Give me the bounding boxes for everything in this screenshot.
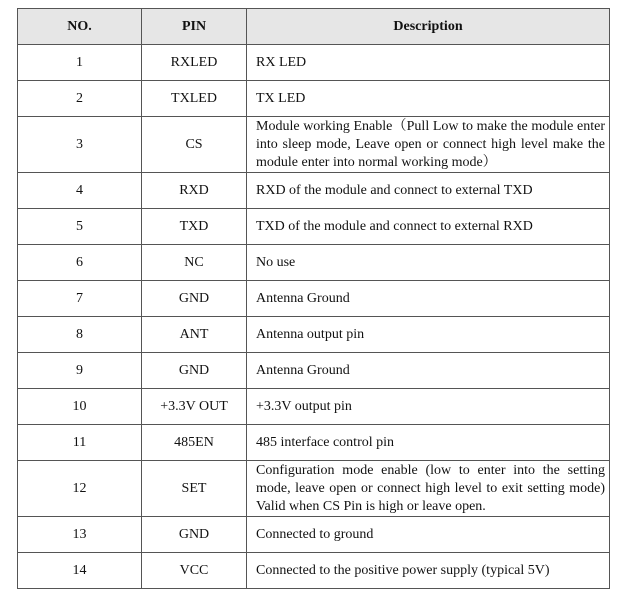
cell-description: Module working Enable（Pull Low to make the module enter into sleep mode, Leave open or connect high level make the module enter into normal working mode） xyxy=(247,117,610,173)
cell-description: TXD of the module and connect to external RXD xyxy=(247,209,610,245)
table-row xyxy=(18,353,610,389)
cell-pin: RXLED xyxy=(142,45,247,81)
table-row xyxy=(18,45,610,81)
cell-pin: RXD xyxy=(142,173,247,209)
pin-definition-table-container xyxy=(17,8,609,589)
cell-no: 9 xyxy=(18,353,142,389)
cell-description: 485 interface control pin xyxy=(247,425,610,461)
table-row xyxy=(18,389,610,425)
table-row xyxy=(18,117,610,173)
cell-no: 5 xyxy=(18,209,142,245)
cell-pin: TXLED xyxy=(142,81,247,117)
cell-no: 8 xyxy=(18,317,142,353)
cell-description: TX LED xyxy=(247,81,610,117)
cell-pin: GND xyxy=(142,281,247,317)
table-row xyxy=(18,173,610,209)
table-row xyxy=(18,281,610,317)
table-row xyxy=(18,553,610,589)
cell-description: RX LED xyxy=(247,45,610,81)
cell-no: 12 xyxy=(18,461,142,517)
cell-no: 13 xyxy=(18,517,142,553)
cell-no: 11 xyxy=(18,425,142,461)
cell-description: Antenna Ground xyxy=(247,353,610,389)
table-row xyxy=(18,81,610,117)
cell-pin: ANT xyxy=(142,317,247,353)
table-row xyxy=(18,209,610,245)
cell-pin: TXD xyxy=(142,209,247,245)
pin-definition-table xyxy=(17,8,610,589)
cell-pin: CS xyxy=(142,117,247,173)
header-pin: PIN xyxy=(142,9,247,45)
cell-description: Connected to the positive power supply (typical 5V) xyxy=(247,553,610,589)
cell-no: 14 xyxy=(18,553,142,589)
table-row xyxy=(18,245,610,281)
cell-pin: GND xyxy=(142,353,247,389)
cell-no: 2 xyxy=(18,81,142,117)
cell-description: Antenna Ground xyxy=(247,281,610,317)
cell-pin: VCC xyxy=(142,553,247,589)
cell-no: 3 xyxy=(18,117,142,173)
cell-no: 1 xyxy=(18,45,142,81)
cell-description: Configuration mode enable (low to enter into the setting mode, leave open or connect high level to exit setting mode) Valid when CS Pin is high or leave open. xyxy=(247,461,610,517)
table-header-row xyxy=(18,9,610,45)
cell-pin: GND xyxy=(142,517,247,553)
cell-no: 6 xyxy=(18,245,142,281)
cell-description: Antenna output pin xyxy=(247,317,610,353)
cell-no: 10 xyxy=(18,389,142,425)
cell-no: 4 xyxy=(18,173,142,209)
table-row xyxy=(18,461,610,517)
cell-pin: NC xyxy=(142,245,247,281)
cell-description: Connected to ground xyxy=(247,517,610,553)
cell-no: 7 xyxy=(18,281,142,317)
cell-description: RXD of the module and connect to external TXD xyxy=(247,173,610,209)
header-no: NO. xyxy=(18,9,142,45)
cell-description: +3.3V output pin xyxy=(247,389,610,425)
table-row xyxy=(18,317,610,353)
cell-pin: +3.3V OUT xyxy=(142,389,247,425)
cell-pin: 485EN xyxy=(142,425,247,461)
cell-description: No use xyxy=(247,245,610,281)
table-row xyxy=(18,425,610,461)
header-description: Description xyxy=(247,9,610,45)
table-row xyxy=(18,517,610,553)
cell-pin: SET xyxy=(142,461,247,517)
